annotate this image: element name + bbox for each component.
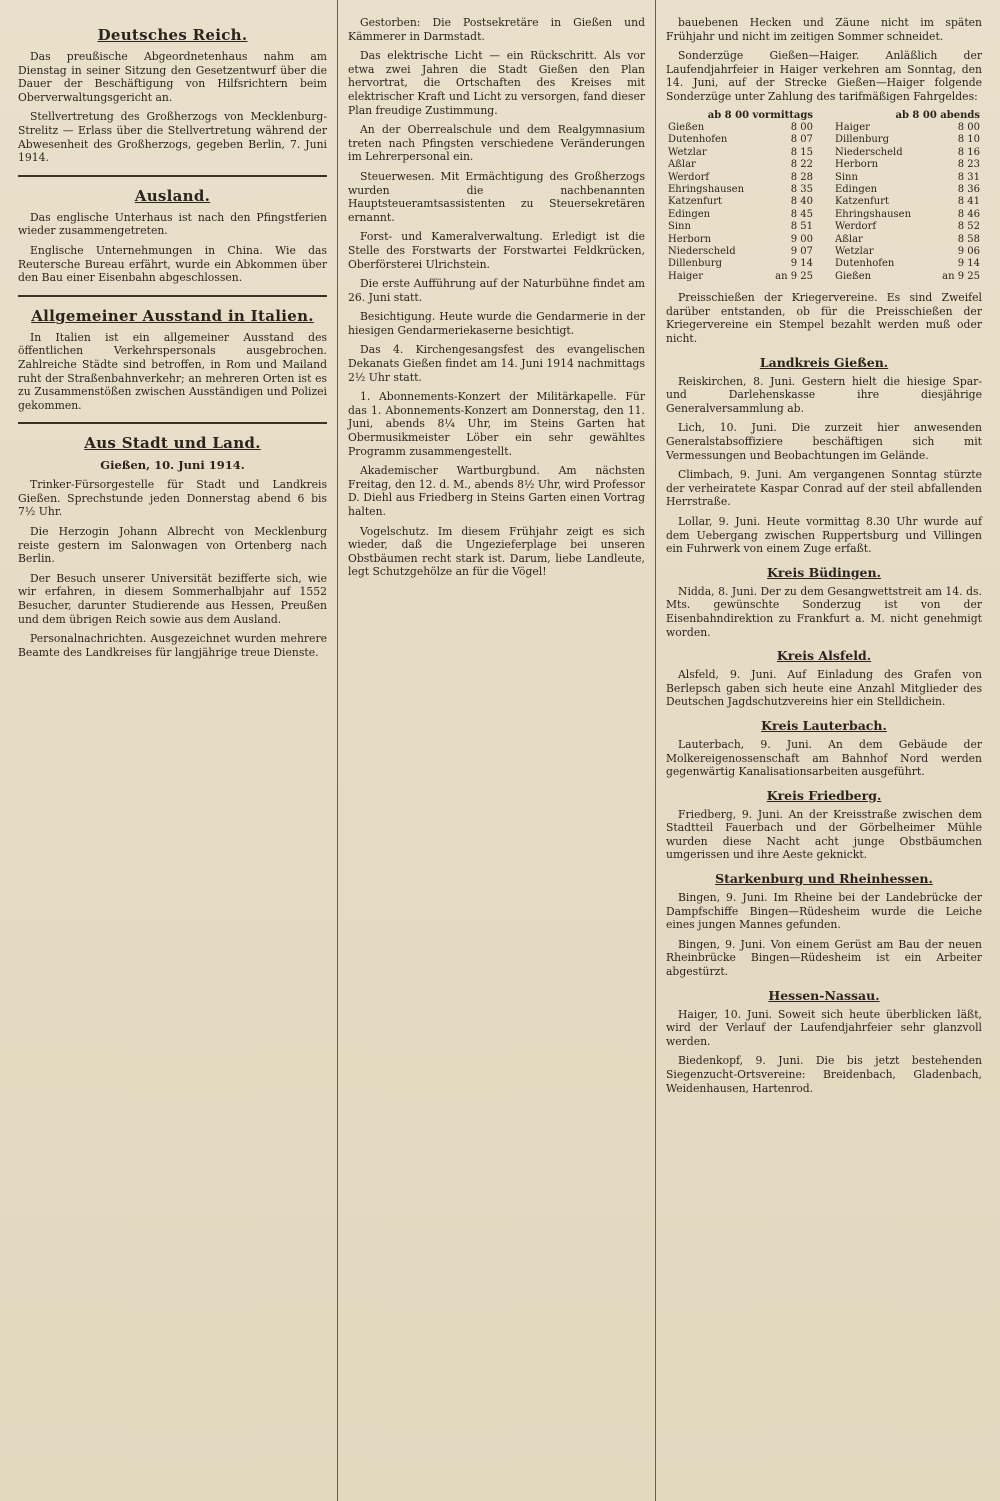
timetable-station: Wetzlar — [668, 146, 707, 158]
timetable-time: 9 07 — [790, 246, 813, 258]
timetable-time: 9 14 — [790, 258, 813, 270]
article-paragraph: bauebenen Hecken und Zäune nicht im späten Frühjahr und nicht im zeitigen Sommer schneidet. — [666, 16, 982, 43]
article-paragraph: Haiger, 10. Juni. Soweit sich heute überblicken läßt, wird der Verlauf der Laufendjahrfeier sehr glanzvoll werden. — [666, 1007, 982, 1048]
timetable-row — [666, 159, 982, 171]
timetable-time: 8 16 — [957, 146, 980, 158]
heading-kreis-lauterbach: Kreis Lauterbach. — [761, 717, 887, 733]
article-paragraph: Lollar, 9. Juni. Heute vormittag 8.30 Uhr wurde auf dem Uebergang zwischen Ruppertsburg und Villingen ein Fuhrwerk von einem Zuge erfaßt. — [666, 514, 982, 556]
article-paragraph: Trinker-Fürsorgestelle für Stadt und Landkreis Gießen. Sprechstunde jeden Donnerstag abend 6 bis 7½ Uhr. — [18, 478, 327, 519]
article-paragraph: Bingen, 9. Juni. Im Rheine bei der Landebrücke der Dampfschiffe Bingen—Rüdesheim wurde die Leiche eines jungen Mannes gefunden. — [666, 891, 982, 932]
timetable-station: Edingen — [668, 208, 711, 220]
timetable-right-header: ab 8 00 abends — [895, 109, 980, 121]
timetable-row — [666, 258, 982, 270]
timetable-station: Werdorf — [834, 221, 877, 233]
timetable-station: Aßlar — [668, 159, 696, 171]
article-paragraph: Preisschießen der Kriegervereine. Es sind Zweifel darüber entstanden, ob für die Preisschießen der Kriegervereine ein Stempel bezahlt werden muß oder nicht. — [666, 291, 982, 346]
timetable-station: Sinn — [834, 171, 858, 183]
article-paragraph: An der Oberrealschule und dem Realgymnasium treten nach Pfingsten verschiedene Veränderungen im Lehrerpersonal ein. — [348, 123, 645, 164]
timetable-time: 8 00 — [957, 121, 980, 133]
article-paragraph: Die erste Aufführung auf der Naturbühne findet am 26. Juni statt. — [348, 277, 645, 304]
timetable-station: Ehringshausen — [834, 208, 912, 220]
timetable-time: 8 28 — [790, 171, 813, 183]
timetable-row — [666, 134, 982, 146]
article-paragraph: Climbach, 9. Juni. Am vergangenen Sonntag stürzte der verheiratete Kaspar Conrad auf der steil abfallenden Herrstraße. — [666, 468, 982, 509]
timetable-time: 8 45 — [790, 208, 813, 220]
timetable-time: 8 46 — [957, 208, 980, 220]
timetable-station: Aßlar — [834, 233, 863, 245]
article-paragraph: Das 4. Kirchengesangsfest des evangelischen Dekanats Gießen findet am 14. Juni 1914 nachmittags 2½ Uhr statt. — [348, 343, 645, 384]
timetable-row — [666, 172, 982, 184]
timetable-time: 8 31 — [957, 171, 980, 183]
timetable-time: 8 35 — [790, 184, 813, 195]
article-paragraph: Biedenkopf, 9. Juni. Die bis jetzt bestehenden Siegenzucht-Ortsvereine: Breidenbach, Gladenbach, Weidenhausen, Hartenrod. — [666, 1054, 982, 1095]
article-paragraph: Gestorben: Die Postsekretäre in Gießen und Kämmerer in Darmstadt. — [348, 16, 645, 43]
timetable-station: Sinn — [668, 221, 691, 233]
timetable-time: 8 10 — [957, 134, 980, 146]
heading-landkreis-giessen: Landkreis Gießen. — [759, 354, 889, 370]
timetable-time: an 9 25 — [775, 270, 813, 282]
timetable-station: Werdorf — [668, 171, 710, 183]
article-paragraph: Alsfeld, 9. Juni. Auf Einladung des Grafen von Berlepsch gaben sich heute eine Anzahl Mitglieder des Deutschen Jagdschutzvereins hier ein Stelldichein. — [666, 668, 982, 709]
timetable-left-header: ab 8 00 vormittags — [707, 109, 813, 121]
article-paragraph: Die Herzogin Johann Albrecht von Mecklenburg reiste gestern im Salonwagen von Ortenberg nach Berlin. — [18, 525, 327, 566]
timetable-station: Herborn — [668, 233, 712, 245]
timetable-station: Dillenburg — [834, 134, 889, 146]
dateline: Gießen, 10. Juni 1914. — [100, 458, 245, 473]
article-paragraph: Forst- und Kameralverwaltung. Erledigt ist die Stelle des Forstwarts der Forstwartei Feldkrücken, Oberförsterei Ulrichstein. — [348, 230, 645, 271]
timetable-row — [666, 122, 982, 134]
timetable-row — [666, 184, 982, 196]
timetable-row — [666, 196, 982, 208]
article-paragraph: Bingen, 9. Juni. Von einem Gerüst am Bau der neuen Rheinbrücke Bingen—Rüdesheim ist ein Arbeiter abgestürzt. — [666, 937, 982, 979]
timetable-time: 9 00 — [790, 233, 813, 245]
train-timetable — [666, 110, 982, 284]
article-paragraph: Sonderzüge Gießen—Haiger. Anläßlich der Laufendjahrfeier in Haiger verkehren am Sonntag, den 14. Juni, auf der Strecke Gießen—Haiger folgende Sonderzüge unter Zahlung des tarifmäßigen Fahrgeldes: — [666, 49, 982, 103]
heading-kreis-alsfeld: Kreis Alsfeld. — [776, 648, 872, 664]
timetable-station: Dillenburg — [668, 258, 722, 270]
article-paragraph: Das preußische Abgeordnetenhaus nahm am Dienstag in seiner Sitzung den Gesetzentwurf über die Dauer der Beschäftigung von Hilfsrichtern beim Oberverwaltungsgericht an. — [18, 50, 327, 104]
timetable-station: Dutenhofen — [668, 134, 728, 146]
article-paragraph: Akademischer Wartburgbund. Am nächsten Freitag, den 12. d. M., abends 8½ Uhr, wird Professor D. Diehl aus Friedberg in Steins Garten einen Vortrag halten. — [348, 464, 645, 518]
timetable-station: Wetzlar — [834, 246, 874, 258]
timetable-station: Edingen — [834, 184, 878, 195]
timetable-time: 8 52 — [957, 221, 980, 233]
heading-hessen-nassau: Hessen-Nassau. — [768, 987, 880, 1003]
section-divider — [18, 175, 327, 177]
article-paragraph: Steuerwesen. Mit Ermächtigung des Großherzogs wurden die nachbenannten Hauptsteueramtsassistenten zu Steuersekretären ernannt. — [348, 169, 645, 224]
timetable-station: Niederscheld — [834, 146, 903, 158]
article-paragraph: Der Besuch unserer Universität bezifferte sich, wie wir erfahren, in diesem Sommerhalbjahr auf 1552 Besucher, darunter Studierende aus Hessen, Preußen und dem übrigen Reich sowie aus dem Ausland. — [18, 571, 327, 626]
timetable-time: 8 41 — [957, 196, 980, 208]
timetable-time: 8 51 — [790, 221, 813, 233]
timetable-time: 9 06 — [957, 246, 980, 258]
column-right — [656, 0, 992, 1501]
article-paragraph: Friedberg, 9. Juni. An der Kreisstraße zwischen dem Stadtteil Fauerbach und der Görbelheimer Mühle wurden diese Nacht acht junge Obstbäumchen umgerissen und ihre Aeste geknickt. — [666, 807, 982, 862]
timetable-station: Haiger — [834, 121, 870, 133]
section-divider — [18, 422, 327, 424]
heading-stadt-und-land: Aus Stadt und Land. — [84, 434, 261, 453]
timetable-station: Katzenfurt — [834, 196, 890, 208]
timetable-time: 8 58 — [957, 233, 980, 245]
timetable-station: Niederscheld — [668, 246, 736, 258]
heading-starkenburg-rheinhessen: Starkenburg und Rheinhessen. — [715, 871, 933, 887]
timetable-row — [666, 234, 982, 246]
timetable-time: 8 36 — [957, 184, 980, 195]
timetable-row — [666, 209, 982, 221]
article-paragraph: Das elektrische Licht — ein Rückschritt. Als vor etwa zwei Jahren die Stadt Gießen den Plan hervortrat, die Ortschaften des Kreises mit elektrischer Kraft und Licht zu versorgen, fand dieser Plan freudige Zustimmung. — [348, 49, 645, 117]
heading-kreis-buedingen: Kreis Büdingen. — [767, 564, 881, 580]
timetable-row — [666, 271, 982, 283]
timetable-time: an 9 25 — [942, 270, 980, 282]
timetable-station: Katzenfurt — [668, 196, 723, 208]
article-paragraph: 1. Abonnements-Konzert der Militärkapelle. Für das 1. Abonnements-Konzert am Donnerstag, den 11. Juni, abends 8¼ Uhr, im Steins Garten hat Obermusikmeister Löber ein sehr gewähltes Programm zusammengestellt. — [348, 390, 645, 458]
column-left — [8, 0, 338, 1501]
article-paragraph: Das englische Unterhaus ist nach den Pfingstferien wieder zusammengetreten. — [18, 210, 327, 238]
article-paragraph: Nidda, 8. Juni. Der zu dem Gesangwettstreit am 14. ds. Mts. gewünschte Sonderzug ist von der Eisenbahndirektion zu Frankfurt a. M. nicht genehmigt worden. — [666, 584, 982, 639]
timetable-time: 8 07 — [790, 134, 813, 146]
timetable-station: Gießen — [834, 270, 872, 282]
heading-italien: Allgemeiner Ausstand in Italien. — [31, 306, 314, 325]
timetable-row — [666, 221, 982, 233]
heading-deutsches-reich: Deutsches Reich. — [97, 26, 248, 44]
timetable-time: 8 00 — [790, 121, 813, 133]
article-paragraph: Englische Unternehmungen in China. Wie das Reutersche Bureau erfährt, wurde ein Abkommen über den Bau einer Eisenbahn abgeschlossen. — [18, 243, 327, 285]
article-paragraph: Lauterbach, 9. Juni. An dem Gebäude der Molkereigenossenschaft am Bahnhof Nord werden gegenwärtig Kanalisationsarbeiten ausgeführt. — [666, 737, 982, 779]
article-paragraph: Vogelschutz. Im diesem Frühjahr zeigt es sich wieder, daß die Ungezieferplage bei unseren Obstbäumen recht stark ist. Darum, liebe Landleute, legt Schutzgehölze an für die Vögel! — [348, 524, 645, 579]
heading-kreis-friedberg: Kreis Friedberg. — [766, 787, 882, 803]
timetable-time: 8 22 — [790, 159, 813, 171]
timetable-time: 8 23 — [957, 159, 980, 171]
timetable-station: Haiger — [668, 270, 703, 282]
timetable-row — [666, 147, 982, 159]
article-paragraph: Lich, 10. Juni. Die zurzeit hier anwesenden Generalstabsoffiziere beschäftigen sich mit Vermessungen und Beobachtungen im Gelände. — [666, 421, 982, 462]
article-paragraph: Besichtigung. Heute wurde die Gendarmerie in der hiesigen Gendarmeriekaserne besichtigt. — [348, 310, 645, 337]
heading-ausland: Ausland. — [134, 186, 211, 205]
timetable-station: Gießen — [668, 121, 705, 133]
article-paragraph: Personalnachrichten. Ausgezeichnet wurden mehrere Beamte des Landkreises für langjährige treue Dienste. — [18, 632, 327, 659]
timetable-time: 8 15 — [790, 146, 813, 158]
timetable-row — [666, 246, 982, 258]
article-paragraph: Stellvertretung des Großherzogs von Mecklenburg-Strelitz — Erlass über die Stellvertretung während der Abwesenheit des Großherzogs, gegeben Berlin, 7. Juni 1914. — [18, 110, 327, 165]
article-paragraph: Reiskirchen, 8. Juni. Gestern hielt die hiesige Spar- und Darlehenskasse ihre diesjährige Generalversammlung ab. — [666, 374, 982, 415]
timetable-station: Herborn — [834, 159, 879, 171]
column-middle — [338, 0, 656, 1501]
timetable-time: 8 40 — [790, 196, 813, 208]
timetable-time: 9 14 — [957, 258, 980, 270]
section-divider — [18, 295, 327, 297]
article-paragraph: In Italien ist ein allgemeiner Ausstand des öffentlichen Verkehrspersonals ausgebrochen. Zahlreiche Städte sind betroffen, in Rom und Mailand ruht der Straßenbahnverkehr; an mehreren Orten ist es zu Zusammenstößen zwischen Ausständigen und Polizei gekommen. — [18, 330, 327, 412]
timetable-station: Dutenhofen — [834, 258, 895, 270]
timetable-station: Ehringshausen — [668, 184, 745, 195]
